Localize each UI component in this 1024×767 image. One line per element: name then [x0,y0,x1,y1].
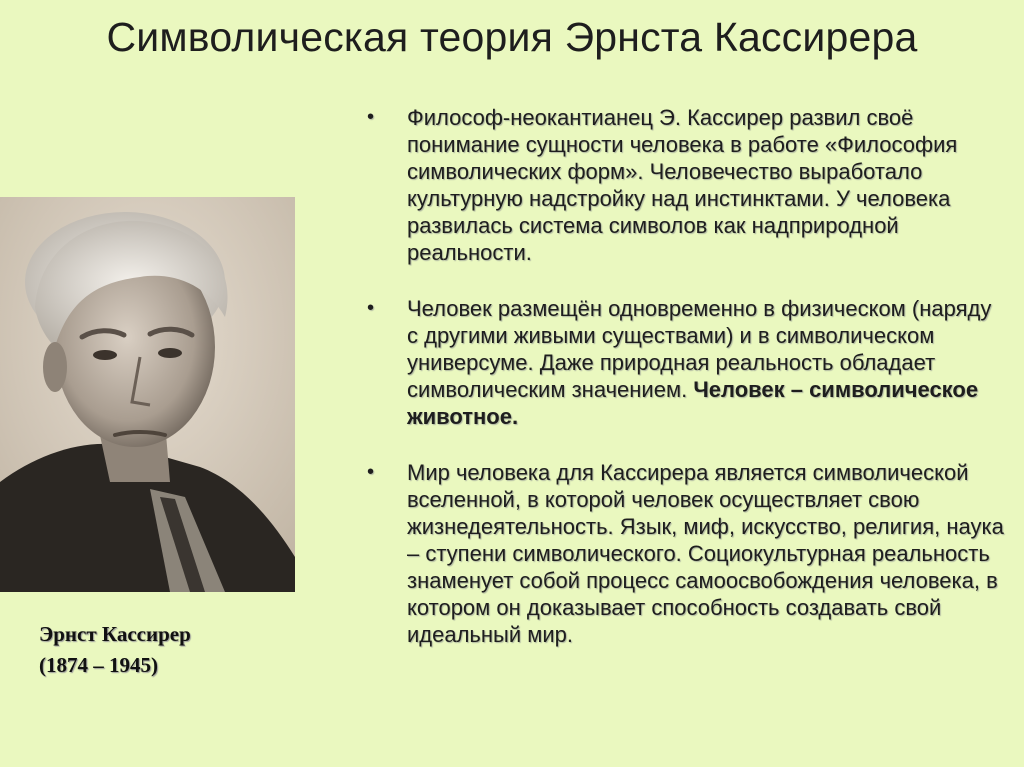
portrait-photo [0,197,295,592]
bullet-list [367,104,1007,648]
portrait-caption [39,619,191,681]
bullet-mark: • [367,461,375,483]
caption-name: Эрнст Кассирер [39,622,191,646]
bullet-bold-text: Человек – символическое животное. [407,377,979,429]
bullet-text: Мир человека для Кассирера является символической вселенной, в которой человек осуществляет свою жизнедеятельность. Язык, миф, искусство, религия, наука – ступени символического. Социокультурная реальность знаменует собой процесс самоосвобождения человека, в котором он доказывает способность создавать свой идеальный мир. [407,460,1004,647]
bullet-mark: • [367,106,375,128]
bullet-item [367,295,1007,430]
bullet-mark: • [367,297,375,319]
bullet-text: Человек размещён одновременно в физическом (наряду с другими живыми существами) и в символическом универсуме. Даже природная реальность обладает символическим значением. [407,296,992,402]
bullet-text: Философ-неокантианец Э. Кассирер развил своё понимание сущности человека в работе «Философия символических форм». Человечество выработало культурную надстройку над инстинктами. У человека развилась система символов как надприродной реальности. [407,105,958,265]
caption-years: (1874 – 1945) [39,653,158,677]
bullet-item [367,104,1007,266]
bullet-item [367,459,1007,648]
slide-title: Символическая теория Эрнста Кассирера [106,14,918,60]
